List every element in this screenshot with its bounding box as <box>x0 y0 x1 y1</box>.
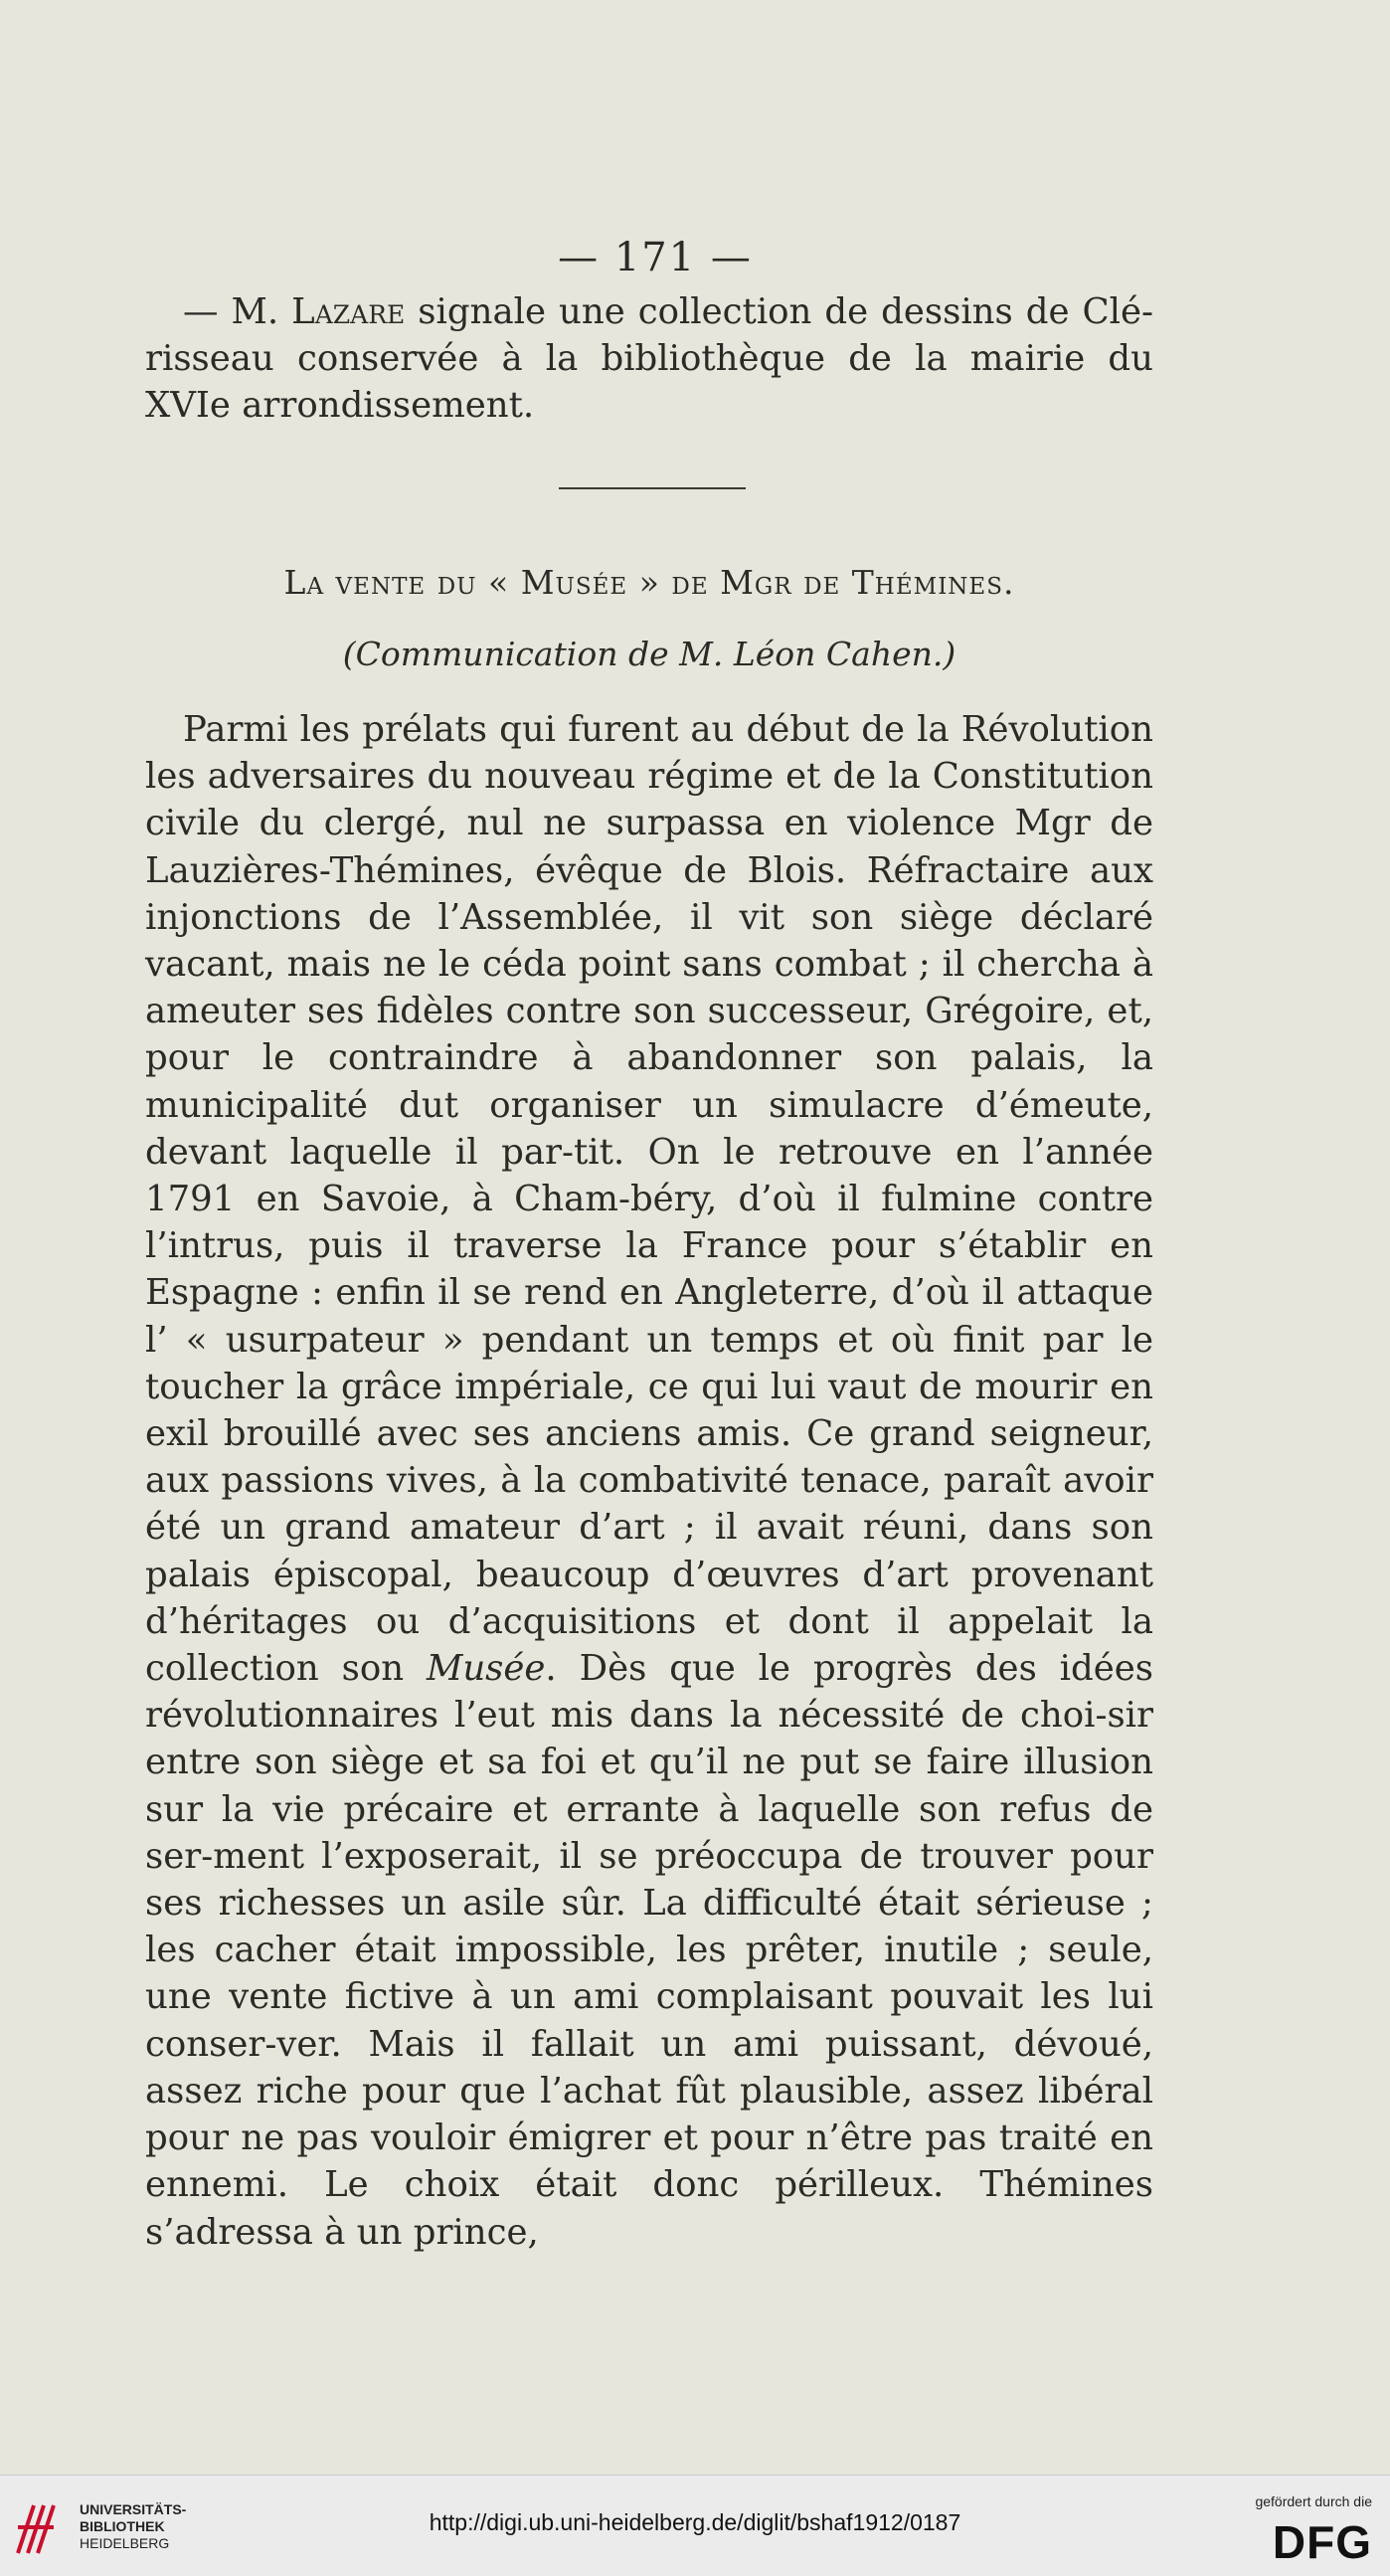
body-text-part2: . Dès que le progrès des idées révolutionnaires l’eut mis dans la nécessité de choi-sir entre son siège et sa foi et qu’il ne put se faire illusion sur la vie précaire et errante à laquelle son refus de ser-ment l’exposerait, il se préoccupa de trouver pour ses richesses un asile sûr. La difficulté était sérieuse ; les cacher était impossible, les prêter, inutile ; seule, une vente fictive à un ami complaisant pouvait les lui conser-ver. Mais il fallait un ami puissant, dévoué, assez riche pour que l’achat fût plausible, assez libéral pour ne pas vouloir émigrer et pour n’être pas traité en ennemi. Le choix était donc périlleux. Thémines s’adressa à un prince, <box>145 1648 1153 2253</box>
intro-text: signale une collection de dessins de Clé-risseau conservée à la bibliothèque de la mairie du XVIe arrondissement. <box>145 291 1154 427</box>
library-name-line2: BIBLIOTHEK <box>80 2518 165 2534</box>
body-text-part1: Parmi les prélats qui furent au début de la Révolution les adversaires du nouveau régime et de la Constitution civile du clergé, nul ne surpassa en violence Mgr de Lauzières-Thémines, évêque de Blois. Réfractaire aux injonctions de l’Assemblée, il vit son siège déclaré vacant, mais ne le céda point sans combat ; il chercha à ameuter ses fidèles contre son successeur, Grégoire, et, pour le contraindre à abandonner son palais, la municipalité dut organiser un simulacre d’émeute, devant laquelle il par-tit. On le retrouve en l’année 1791 en Savoie, à Cham-béry, d’où il fulmine contre l’intrus, puis il traverse la France pour s’établir en Espagne : enfin il se rend en Angleterre, d’où il attaque l’ « usurpateur » pendant un temps et où finit par le toucher la grâce impériale, ce qui lui vaut de mourir en exil brouillé avec ses anciens amis. Ce grand seigneur, aux passions vives, à la combativité tenace, paraît avoir été un grand amateur d’art ; il avait réuni, dans son palais épiscopal, beaucoup d’œuvres d’art provenant d’héritages ou d’acquisitions et dont il appelait la collection son <box>145 709 1153 1690</box>
intro-dash: — M. <box>183 291 292 332</box>
library-name-line1: UNIVERSITÄTS- <box>80 2501 187 2517</box>
body-italic-musee: Musée <box>426 1648 546 1690</box>
section-subheading: (Communication de M. Léon Cahen.) <box>342 635 956 673</box>
section-divider <box>559 487 746 489</box>
footer-bar <box>0 2475 1390 2576</box>
intro-name: Lazare <box>291 291 406 332</box>
section-heading: La vente du « Musée » de Mgr de Thémines. <box>283 563 1015 602</box>
library-name-line3: HEIDELBERG <box>80 2535 170 2551</box>
funded-by-label: gefördert durch die <box>1255 2493 1372 2509</box>
body-paragraph <box>145 706 1153 2256</box>
intro-paragraph <box>145 288 1153 430</box>
dfg-logo: DFG <box>1272 2516 1372 2568</box>
permalink-url[interactable]: http://digi.ub.uni-heidelberg.de/diglit/bshaf1912/0187 <box>429 2509 961 2535</box>
page-number: — 171 — <box>558 235 753 280</box>
